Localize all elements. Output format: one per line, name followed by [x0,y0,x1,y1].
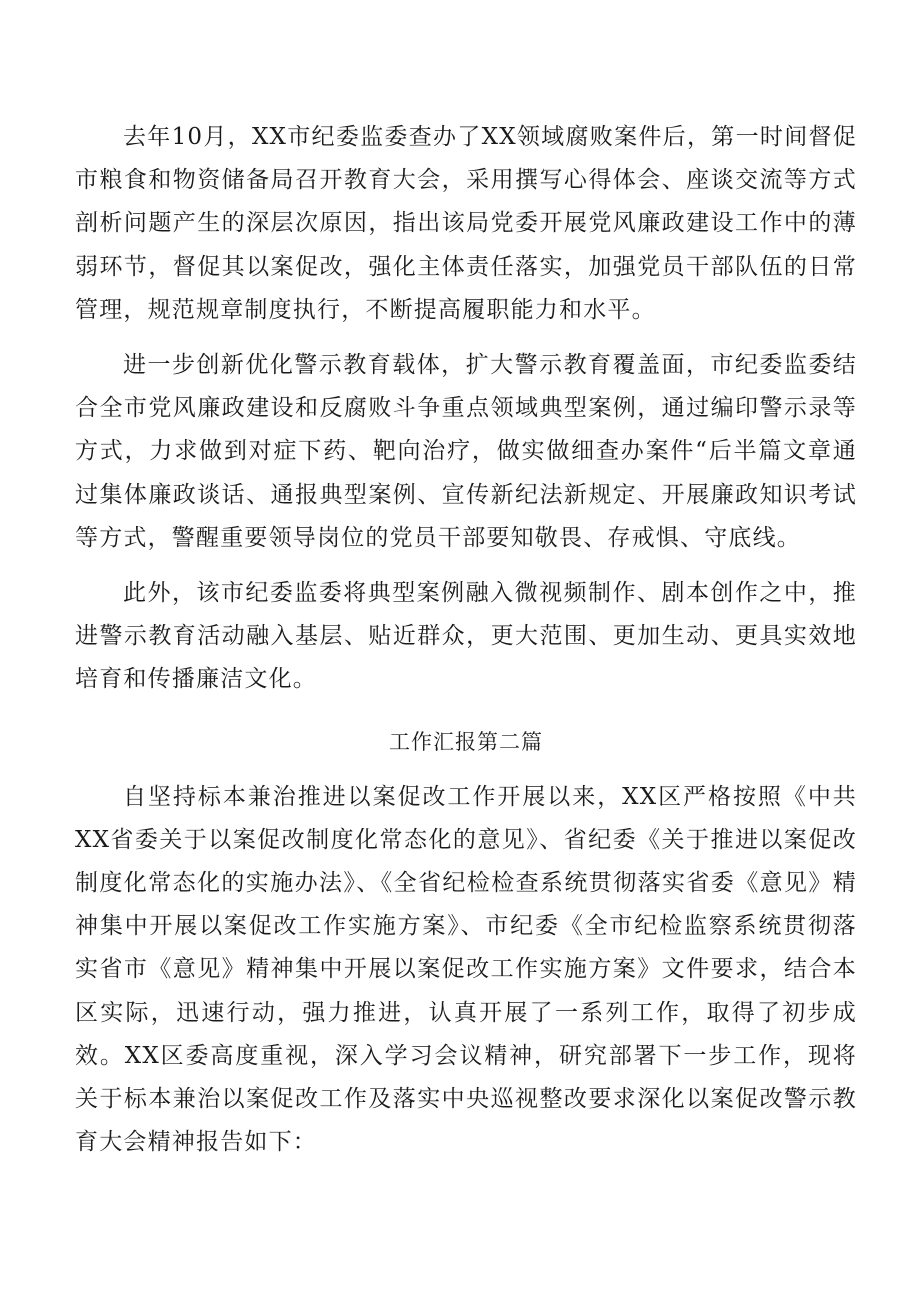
paragraph-2: 进一步创新优化警示教育载体，扩大警示教育覆盖面，市纪委监委结合全市党风廉政建设和反腐败斗争重点领域典型案例，通过编印警示录等方式，力求做到对症下药、靶向治疗，做实做细查办案件“后半篇文章通过集体廉政谈话、通报典型案例、宣传新纪法新规定、开展廉政知识考试等方式，警醒重要领导岗位的党员干部要知敬畏、存戒惧、守底线。 [75,352,857,551]
section-title: 工作汇报第二篇 [389,729,543,754]
paragraph-3: 此外，该市纪委监委将典型案例融入微视频制作、剧本创作之中，推进警示教育活动融入基层、贴近群众，更大范围、更加生动、更具实效地培育和传播廉洁文化。 [75,580,857,693]
section-paragraph: 自坚持标本兼治推进以案促改工作开展以来，XX区严格按照《中共XX省委关于以案促改制度化常态化的意见》、省纪委《关于推进以案促改制度化常态化的实施办法》、《全省纪检检查系统贯彻落实省委《意见》精神集中开展以案促改工作实施方案》、市纪委《全市纪检监察系统贯彻落实省市《意见》精神集中开展以案促改工作实施方案》文件要求，结合本区实际，迅速行动，强力推进，认真开展了一系列工作，取得了初步成效。XX区委高度重视，深入学习会议精神，研究部署下一步工作，现将关于标本兼治以案促改工作及落实中央巡视整改要求深化以案促改警示教育大会精神报告如下： [75,783,857,1156]
document-body [75,116,857,1164]
paragraph-1: 去年10月，XX市纪委监委查办了XX领域腐败案件后，第一时间督促市粮食和物资储备局召开教育大会，采用撰写心得体会、座谈交流等方式剖析问题产生的深层次原因，指出该局党委开展党风廉政建设工作中的薄弱环节，督促其以案促改，强化主体责任落实，加强党员干部队伍的日常管理，规范规章制度执行，不断提高履职能力和水平。 [75,124,857,323]
